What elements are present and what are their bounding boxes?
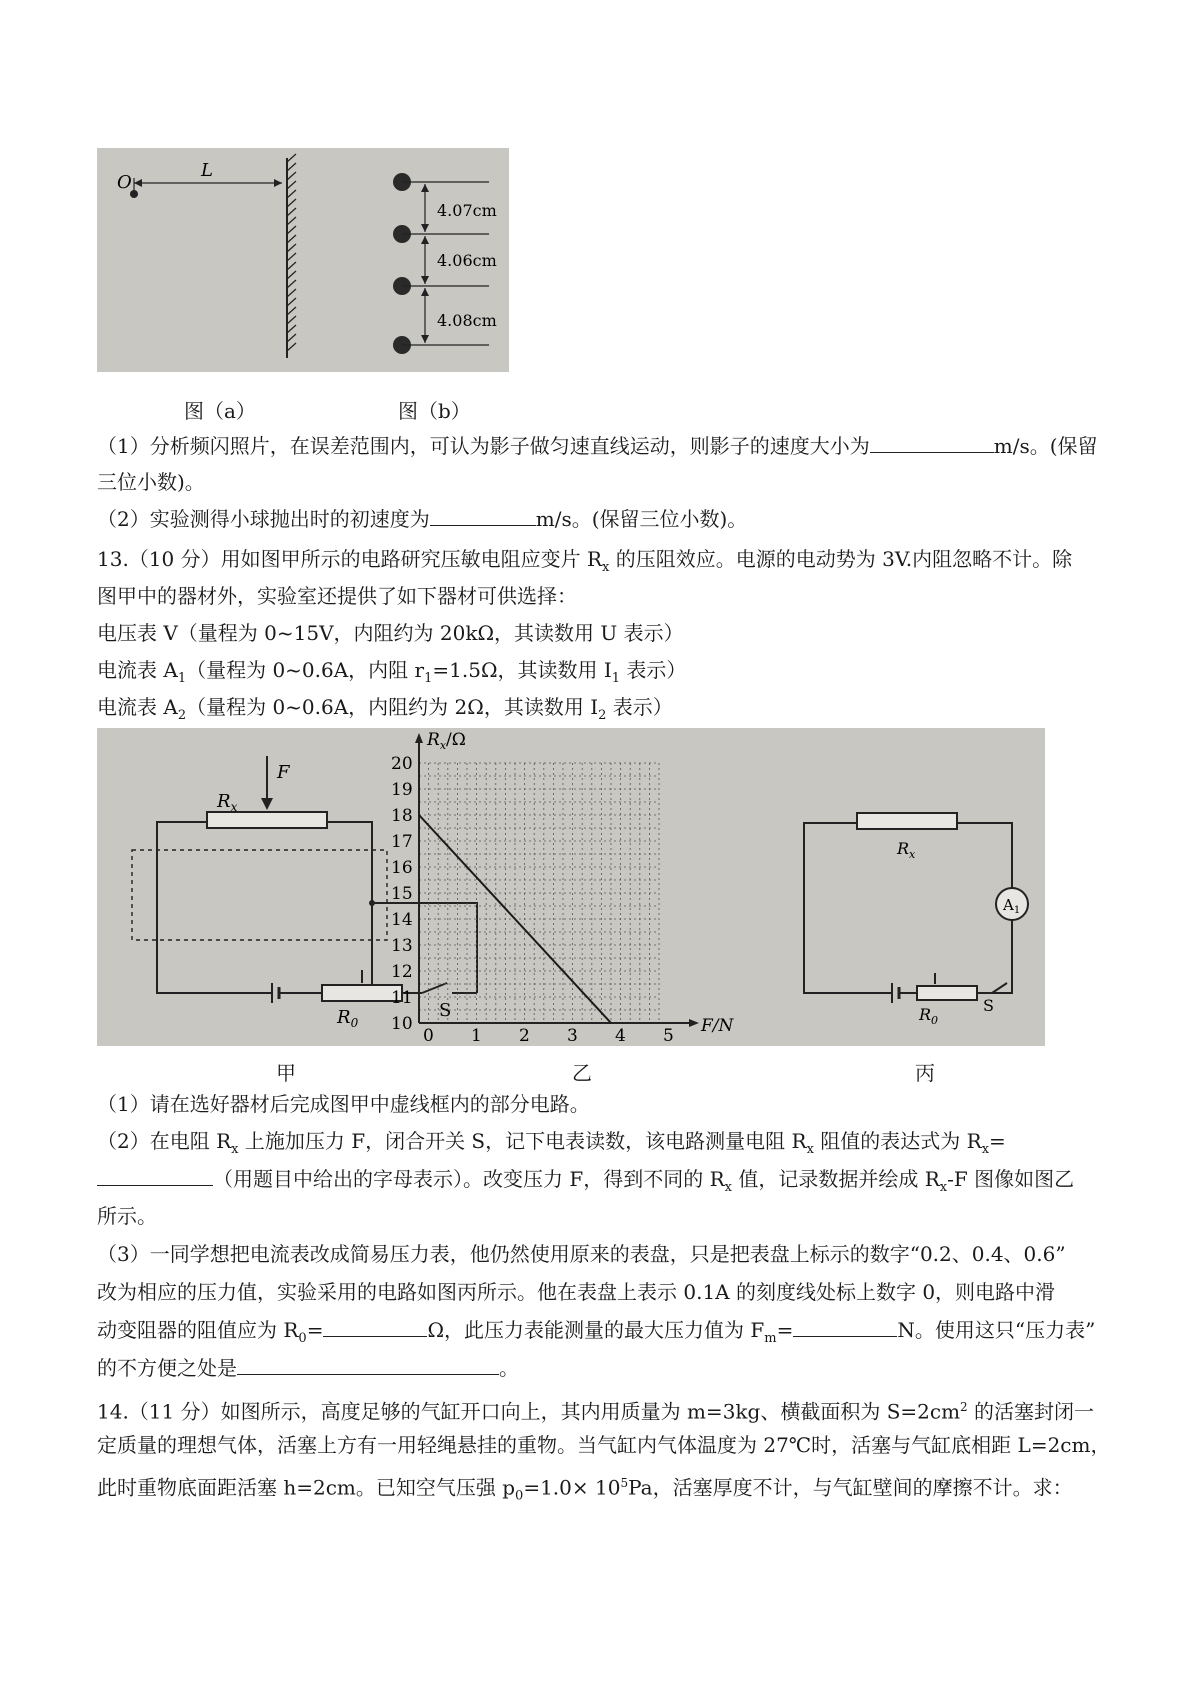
distance-2: 4.06cm [437,251,497,270]
bing-switch-label: S [983,996,994,1015]
answer-blank-fm[interactable] [793,1316,897,1337]
jia-rx-label: $R_x$ [217,791,238,814]
caption-figure-a: 图（a） [184,399,256,423]
q12-part1-line2: 三位小数)。 [97,470,205,494]
distance-3: 4.08cm [437,311,497,330]
q13-ammeter-a1: 电流表 $A_1$（量程为 0~0.6A，内阻 $r_1=1.5\Omega$，其读数用 $I_1$ 表示） [97,658,687,686]
y-tick-label: 11 [391,988,413,1008]
q13-sub1: （1）请在选好器材后完成图甲中虚线框内的部分电路。 [97,1092,590,1116]
x-tick-label: 0 [423,1026,434,1046]
y-tick-label: 14 [391,910,413,930]
q14-line2: 定质量的理想气体，活塞上方有一用轻绳悬挂的重物。当气缸内气体温度为 27℃时，活塞与气缸底相距 L=2cm， [97,1433,1111,1457]
q13-sub3-line4: 的不方便之处是 。 [97,1356,519,1380]
answer-blank-rx-expression[interactable] [97,1165,213,1186]
q13-line2: 图甲中的器材外，实验室还提供了如下器材可供选择： [97,584,577,608]
q13-sub2-line1: （2）在电阻 $R_x$ 上施加压力 F，闭合开关 S，记下电表读数，该电路测量电阻 $R_x$ 阻值的表达式为 $R_x=$ [97,1129,1006,1157]
q12-part1-line1: （1）分析频闪照片，在误差范围内，可认为影子做匀速直线运动，则影子的速度大小为 m/s。(保留 [97,434,1098,458]
y-tick-label: 12 [391,962,413,982]
chart-ticks [391,754,674,1046]
caption-yi: 乙 [572,1061,592,1085]
jia-switch-label: S [439,1000,452,1021]
figure-jia-yi-bing-photo [97,728,1045,1046]
answer-blank-shadow-speed[interactable] [870,432,994,453]
x-tick-label: 5 [663,1026,674,1046]
x-axis-arrow [689,1019,699,1027]
q13-sub2-line3: 所示。 [97,1204,157,1228]
y-axis-arrow [415,733,423,743]
q13-line1: 13.（10 分）用如图甲所示的电路研究压敏电阻应变片 $R_x$ 的压阻效应。电源的电动势为 3V.内阻忽略不计。除 [97,547,1073,575]
wall-hatching [287,154,296,351]
y-tick-label: 13 [391,936,413,956]
caption-bing: 丙 [915,1061,935,1085]
y-tick-label: 20 [391,754,413,774]
x-tick-label: 2 [519,1026,530,1046]
q13-sub3-line2: 改为相应的压力值，实验采用的电路如图丙所示。他在表盘上表示 0.1A 的刻度线处标上数字 0，则电路中滑 [97,1280,1056,1304]
q13-ammeter-a2: 电流表 $A_2$（量程为 0~0.6A，内阻约为 2Ω，其读数用 $I_2$ 表示） [97,695,673,723]
distance-1: 4.07cm [437,201,497,220]
q14-line3: 此时重物底面距活塞 h=2cm。已知空气压强 $p_0=1.0\times 10^5Pa$，活塞厚度不计，与气缸壁间的摩擦不计。求： [97,1475,1073,1504]
l-arrow-left [134,179,142,187]
bing-rx-label: $R_x$ [897,839,916,861]
chart-rx-f [97,728,1045,1046]
jia-f-label: F [277,762,290,783]
label-o: O [117,172,132,193]
bing-r0-label: $R_0$ [919,1005,939,1027]
x-tick-label: 1 [471,1026,482,1046]
q13-sub3-line3: 动变阻器的阻值应为 $R_0= \Omega$，此压力表能测量的最大压力值为 $F_m= N$。使用这只“压力表” [97,1318,1096,1346]
y-tick-label: 15 [391,884,413,904]
x-tick-label: 3 [567,1026,578,1046]
y-tick-label: 18 [391,806,413,826]
y-tick-label: 10 [391,1014,413,1034]
y-tick-label: 19 [391,780,413,800]
answer-blank-inconvenience[interactable] [237,1354,499,1375]
y-tick-label: 17 [391,832,413,852]
q13-voltmeter: 电压表 V（量程为 0~15V，内阻约为 20kΩ，其读数用 U 表示） [97,621,684,645]
x-tick-label: 4 [615,1026,626,1046]
chart-grid [419,763,659,1023]
chart-y-axis-label: $R_x/\Omega$ [427,730,466,752]
answer-blank-initial-speed[interactable] [430,505,536,526]
y-tick-label: 16 [391,858,413,878]
caption-figure-b: 图（b） [398,399,471,423]
bing-ammeter-label: $A_1$ [1003,896,1021,916]
q13-sub2-line2: （用题目中给出的字母表示）。改变压力 F，得到不同的 $R_x$ 值，记录数据并绘成 $R_x-F$ 图像如图乙 [97,1165,1074,1202]
q12-part2: （2）实验测得小球抛出时的初速度为 m/s。(保留三位小数)。 [97,507,748,531]
figure-ab-photo [97,148,509,372]
figure-ab-drawing [97,148,509,372]
answer-blank-r0[interactable] [323,1316,427,1337]
q14-line1: 14.（11 分）如图所示，高度足够的气缸开口向上，其内用质量为 m=3kg、横截面积为 $S=2cm^2$ 的活塞封闭一 [97,1399,1095,1424]
caption-jia: 甲 [276,1061,296,1085]
chart-x-axis-label: F/N [701,1016,734,1036]
jia-r0-label: $R_0$ [337,1007,359,1030]
label-l: L [201,160,213,181]
q13-sub3-line1: （3）一同学想把电流表改成简易压力表，他仍然使用原来的表盘，只是把表盘上标示的数字“0.2、0.4、0.6” [97,1242,1066,1266]
l-arrow-right [274,179,282,187]
